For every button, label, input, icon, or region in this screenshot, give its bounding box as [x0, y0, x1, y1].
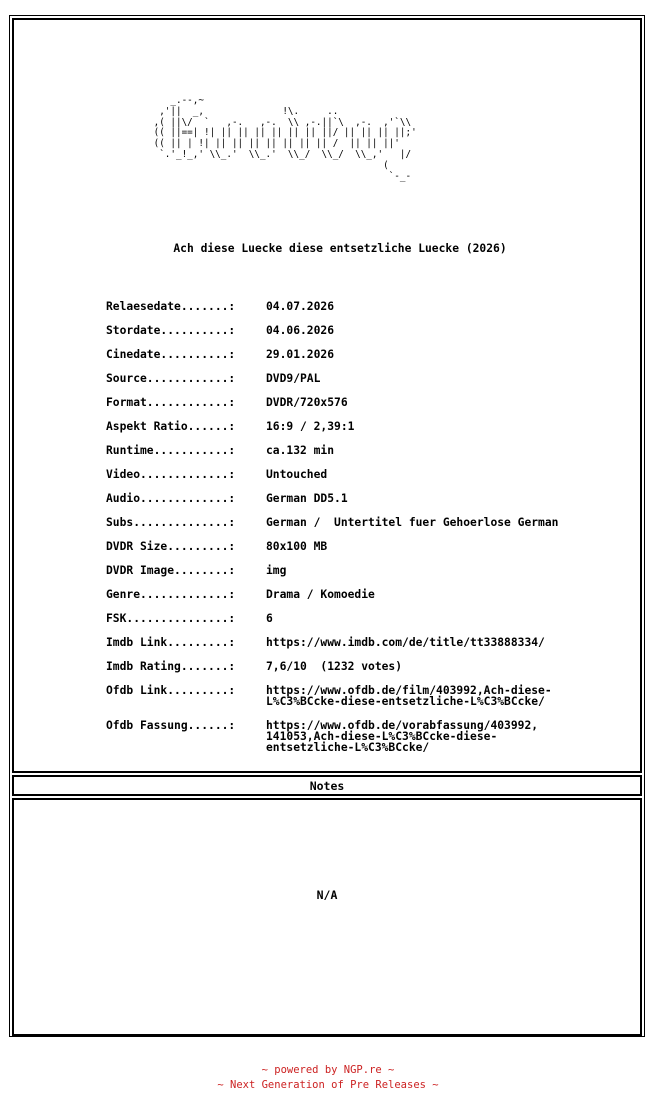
info-value: https://www.imdb.com/de/title/tt33888334/ [266, 636, 545, 649]
info-value: 80x100 MB [266, 540, 328, 553]
info-value: 7,6/10 (1232 votes) [266, 660, 403, 673]
info-key: Video.............: [106, 468, 236, 481]
info-row [106, 397, 626, 408]
info-value: https://www.ofdb.de/film/403992,Ach-diese- L%C3%BCcke-diese-entsetzliche-L%C3%BCcke/ [266, 684, 552, 708]
info-key: Audio.............: [106, 492, 236, 505]
info-key: Genre.............: [106, 588, 236, 601]
info-row [106, 517, 626, 528]
info-row [106, 685, 626, 707]
notes-text: N/A [316, 888, 338, 902]
info-key: Source............: [106, 372, 236, 385]
info-key: Stordate..........: [106, 324, 236, 337]
info-key: Aspekt Ratio......: [106, 420, 236, 433]
info-row [106, 445, 626, 456]
info-value: DVDR/720x576 [266, 396, 348, 409]
info-value: 6 [266, 612, 273, 625]
release-title: Ach diese Luecke diese entsetzliche Luecke (2026) [173, 242, 507, 255]
info-value: DVD9/PAL [266, 372, 321, 385]
info-key: Relaesedate.......: [106, 300, 236, 313]
info-key: DVDR Size.........: [106, 540, 236, 553]
notes-heading: Notes [309, 778, 345, 793]
notes-header [12, 775, 642, 796]
info-row [106, 325, 626, 336]
info-key: DVDR Image........: [106, 564, 236, 577]
info-value: 04.06.2026 [266, 324, 335, 337]
info-key: Imdb Rating.......: [106, 660, 236, 673]
nfo-frame [9, 15, 645, 1037]
info-key: Runtime...........: [106, 444, 236, 457]
release-info-list [106, 301, 626, 766]
info-row [106, 421, 626, 432]
info-row [106, 301, 626, 312]
footer-tagline: ~ Next Generation of Pre Releases ~ [217, 1079, 439, 1091]
info-row [106, 720, 626, 753]
info-key: Ofdb Fassung......: [106, 719, 236, 732]
info-row [106, 493, 626, 504]
release-info-panel [12, 18, 642, 773]
footer-powered-by: ~ powered by NGP.re ~ [261, 1064, 395, 1076]
info-value: https://www.ofdb.de/vorabfassung/403992, 141053,Ach-diese-L%C3%BCcke-diese- entsetzliche-L%C3%BCcke/ [266, 719, 539, 754]
info-row [106, 565, 626, 576]
info-row [106, 613, 626, 624]
info-value: Untouched [266, 468, 328, 481]
ascii-art-logo: _.--,~ ,'|| _, !\. .. ,( ||\/ ` ,-. ,-. \\ ,-.||`\ ,-. ,'`\\ (( ||==| !| || || || || || || ||/ || || || ||;' (( || | !| || || || || || || || / || || ||' `.'_!_,' \\_.' \\_.' \\_/ \\_/ \\_,' |/ ( `-_- [153, 95, 417, 182]
info-row [106, 469, 626, 480]
info-value: 16:9 / 2,39:1 [266, 420, 355, 433]
info-key: Imdb Link.........: [106, 636, 236, 649]
info-value: 29.01.2026 [266, 348, 335, 361]
info-key: FSK...............: [106, 612, 236, 625]
info-value: German DD5.1 [266, 492, 348, 505]
info-value: Drama / Komoedie [266, 588, 375, 601]
info-row [106, 373, 626, 384]
info-key: Subs..............: [106, 516, 236, 529]
info-value: 04.07.2026 [266, 300, 335, 313]
info-row [106, 661, 626, 672]
info-value: German / Untertitel fuer Gehoerlose German [266, 516, 559, 529]
info-key: Cinedate..........: [106, 348, 236, 361]
info-key: Format............: [106, 396, 236, 409]
info-row [106, 589, 626, 600]
notes-panel [12, 798, 642, 1036]
info-row [106, 349, 626, 360]
info-row [106, 637, 626, 648]
info-key: Ofdb Link.........: [106, 684, 236, 697]
info-value: ca.132 min [266, 444, 335, 457]
info-row [106, 541, 626, 552]
info-value: img [266, 564, 287, 577]
